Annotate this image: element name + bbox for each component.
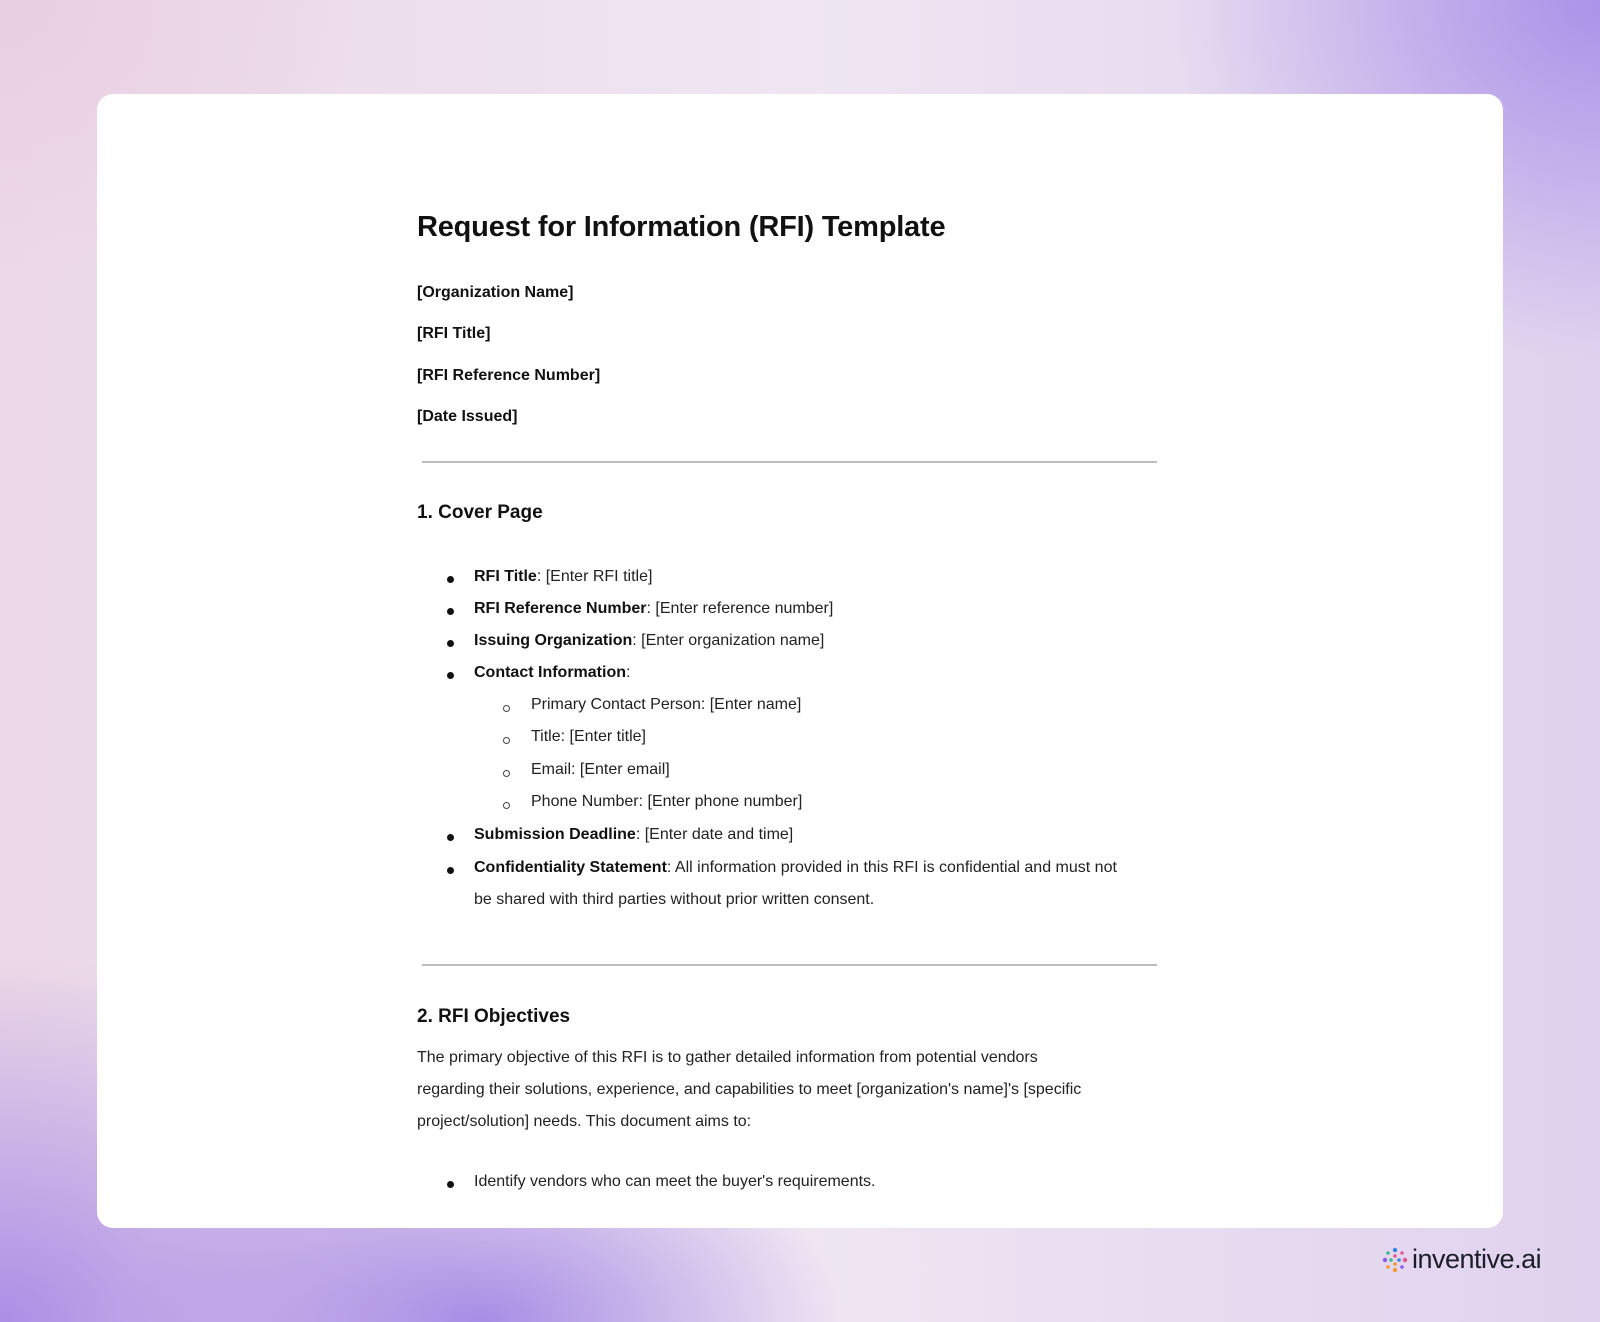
bullet-icon [447,608,454,615]
organization-name-field: [Organization Name] [417,284,574,301]
section-heading-cover-page: 1. Cover Page [417,502,543,523]
item-label: Issuing Organization [474,632,633,649]
inventive-ai-logo [1382,1244,1541,1275]
list-item [474,859,1117,877]
section-heading-rfi-objectives: 2. RFI Objectives [417,1006,571,1027]
circle-bullet-icon [503,737,510,744]
sub-list-item: Title: [Enter title] [531,728,646,745]
list-item: Identify vendors who can meet the buyer's requirements. [474,1173,876,1190]
rfi-title-field: [RFI Title] [417,325,491,342]
list-item [474,568,652,586]
bullet-icon [447,834,454,841]
circle-bullet-icon [503,770,510,777]
item-text: : [Enter date and time] [635,826,794,843]
item-text: : All information provided in this RFI is confidential and must not [666,859,1117,876]
item-label: Contact Information [474,664,626,681]
item-label: RFI Title [474,568,537,585]
circle-bullet-icon [503,802,510,809]
paragraph-line: regarding their solutions, experience, and capabilities to meet [organization's name]'s [specific [417,1081,1082,1098]
list-item [474,826,793,844]
paragraph-line: project/solution] needs. This document aims to: [417,1113,752,1130]
divider [422,461,1157,463]
document-card [97,94,1542,1274]
bullet-icon [447,867,454,874]
item-label: RFI Reference Number [474,600,647,617]
list-item-continuation: be shared with third parties without prior written consent. [474,891,875,908]
sub-list-item: Phone Number: [Enter phone number] [531,793,803,810]
sub-list-item: Email: [Enter email] [531,761,670,778]
divider [422,964,1157,966]
date-issued-field: [Date Issued] [417,408,518,425]
circle-bullet-icon [503,705,510,712]
item-text: : [Enter organization name] [632,632,825,649]
bullet-icon [447,1181,454,1188]
sparkle-dots-icon [1382,1247,1408,1273]
item-label: Confidentiality Statement [474,859,667,876]
item-label: Submission Deadline [474,826,636,843]
list-item [474,632,824,650]
list-item [474,600,833,618]
bullet-icon [447,672,454,679]
logo-text: inventive.ai [1412,1244,1542,1274]
sub-list-item: Primary Contact Person: [Enter name] [531,696,802,713]
bullet-icon [447,576,454,583]
item-text: : [626,664,631,681]
rfi-reference-number-field: [RFI Reference Number] [417,367,601,384]
list-item [474,664,630,682]
item-text: : [Enter RFI title] [536,568,653,585]
paragraph-line: The primary objective of this RFI is to gather detailed information from potential vendors [417,1049,1038,1066]
document-title: Request for Information (RFI) Template [417,211,946,243]
bullet-icon [447,640,454,647]
item-text: : [Enter reference number] [646,600,834,617]
